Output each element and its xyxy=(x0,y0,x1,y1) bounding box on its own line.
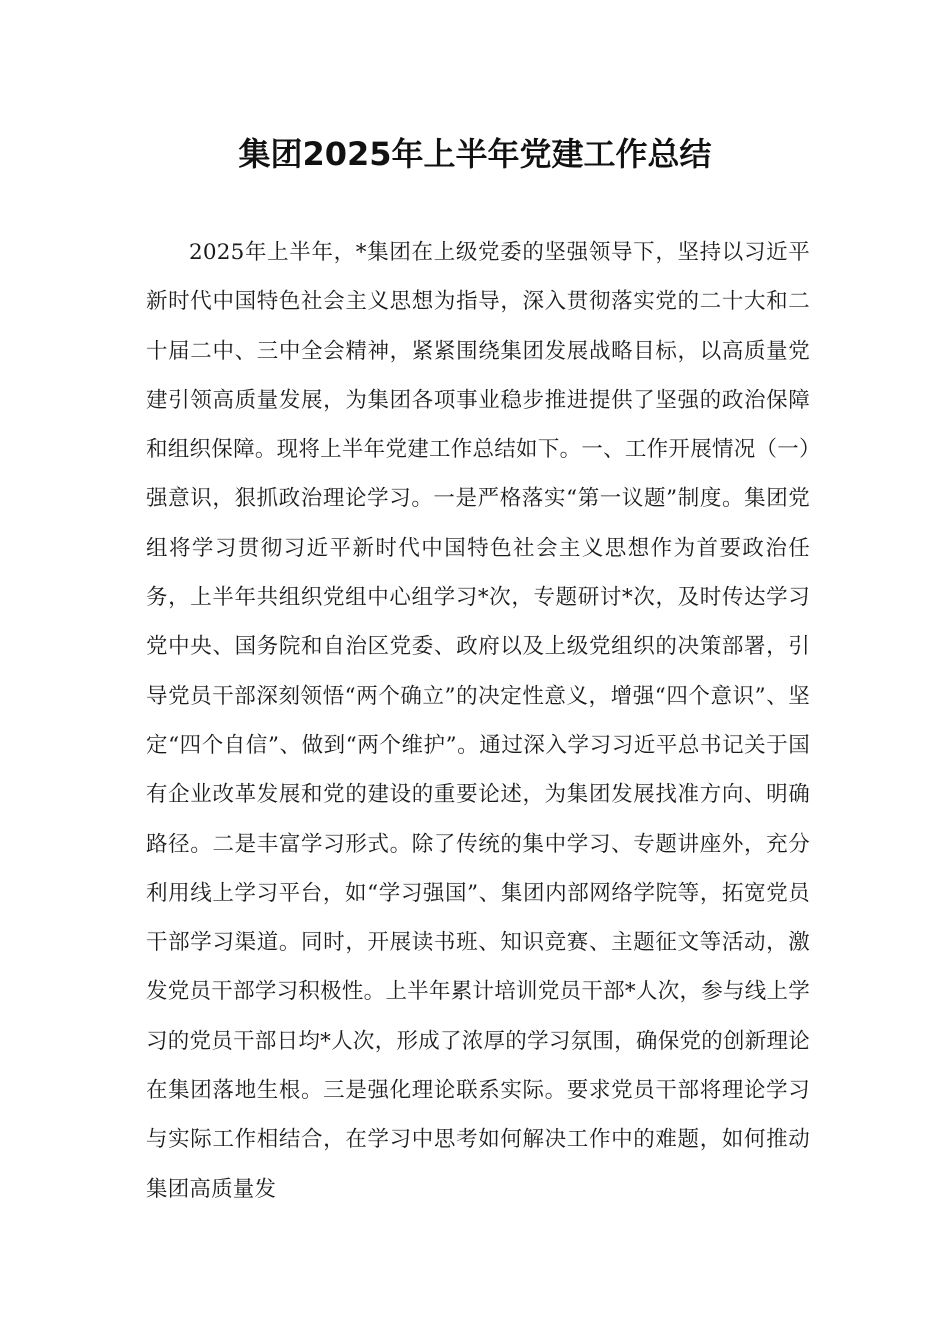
document-title: 集团2025年上半年党建工作总结 xyxy=(238,135,712,173)
body-paragraph: 2025年上半年，*集团在上级党委的坚强领导下，坚持以习近平新时代中国特色社会主义思想为指导，深入贯彻落实党的二十大和二十届二中、三中全会精神，紧紧围绕集团发展战略目标，以高质量党建引领高质量发展，为集团各项事业稳步推进提供了坚强的政治保障和组织保障。现将上半年党建工作总结如下。一、工作开展情况（一）强意识，狠抓政治理论学习。一是严格落实“第一议题”制度。集团党组将学习贯彻习近平新时代中国特色社会主义思想作为首要政治任务，上半年共组织党组中心组学习*次，专题研讨*次，及时传达学习党中央、国务院和自治区党委、政府以及上级党组织的决策部署，引导党员干部深刻领悟“两个确立”的决定性意义，增强“四个意识”、坚定“四个自信”、做到“两个维护”。通过深入学习习近平总书记关于国有企业改革发展和党的建设的重要论述，为集团发展找准方向、明确路径。二是丰富学习形式。除了传统的集中学习、专题讲座外，充分利用线上学习平台，如“学习强国”、集团内部网络学院等，拓宽党员干部学习渠道。同时，开展读书班、知识竞赛、主题征文等活动，激发党员干部学习积极性。上半年累计培训党员干部*人次，参与线上学习的党员干部日均*人次，形成了浓厚的学习氛围，确保党的创新理论在集团落地生根。三是强化理论联系实际。要求党员干部将理论学习与实际工作相结合，在学习中思考如何解决工作中的难题，如何推动集团高质量发 xyxy=(146,240,810,1202)
